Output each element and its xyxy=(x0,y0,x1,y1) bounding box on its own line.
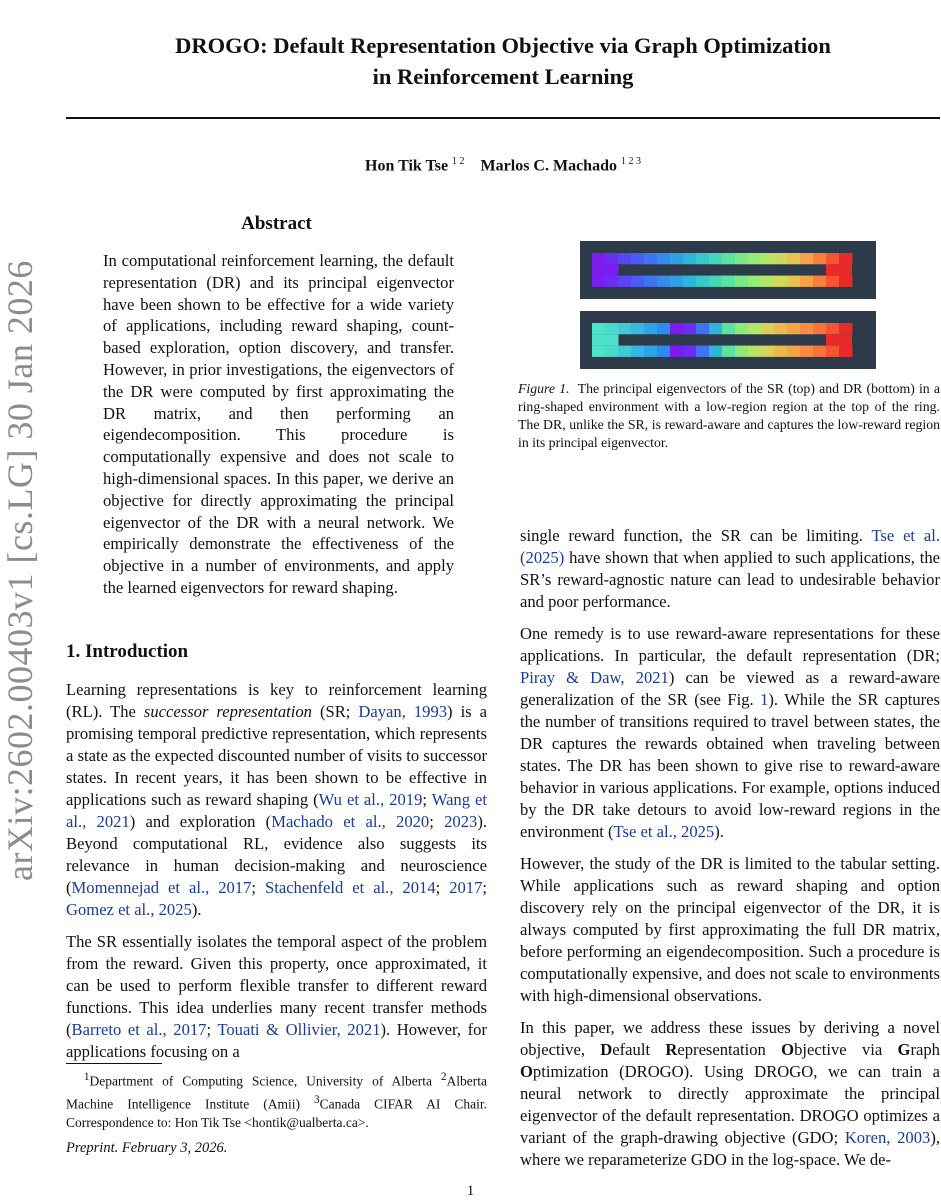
heatmap-cell xyxy=(826,276,840,287)
heatmap-cell xyxy=(709,253,723,264)
heatmap-cell xyxy=(670,253,684,264)
right-column xyxy=(520,525,940,1181)
heatmap-cell xyxy=(787,323,801,334)
text-run: have shown that when applied to such applications, the SR’s reward-agnostic nature can lead to undesirable behavior and poor performance. xyxy=(520,548,940,611)
heatmap-cell xyxy=(657,346,671,357)
text-run: ) and exploration ( xyxy=(129,812,272,831)
heatmap-cell xyxy=(722,323,736,334)
heatmap-cell xyxy=(748,346,762,357)
heatmap-cell xyxy=(618,323,632,334)
footnote-mark: 1 xyxy=(83,1071,90,1083)
citation-link[interactable]: Gomez et al., 2025 xyxy=(66,900,192,919)
heatmap-cell xyxy=(722,346,736,357)
heatmap-cell xyxy=(592,323,606,334)
citation-link[interactable]: Piray & Daw, 2021 xyxy=(520,668,669,687)
text-run: efault xyxy=(612,1040,666,1059)
heatmap-cell xyxy=(800,323,814,334)
affiliation-2: Alberta Machine Intelligence Institute (Amii) xyxy=(66,1073,487,1111)
caption-text: The principal eigenvectors of the SR (top) and DR (bottom) in a ring-shaped environment with a low-region region at the top of the ring. The DR, unlike the SR, is reward-aware and captures the low-reward region in its principal eigenvector. xyxy=(518,381,940,450)
text-run: bjective via xyxy=(794,1040,898,1059)
heatmap-cell xyxy=(592,253,606,264)
sr-heatmap xyxy=(580,241,876,299)
text-run: ptimization (DROGO). Using DROGO, we can train a neural network to directly approximate the principal eigenvector of the default representation. DROGO optimizes a variant of the graph-drawing objective (GDO; xyxy=(520,1062,940,1147)
right-paragraph-2 xyxy=(520,623,940,843)
author-name: Hon Tik Tse xyxy=(365,157,449,175)
heatmap-cell xyxy=(787,253,801,264)
heatmap-cell xyxy=(735,346,749,357)
right-paragraph-3: However, the study of the DR is limited to the tabular setting. While applications such as reward shaping and option discovery rely on the principal eigenvector of the DR, it is always computed by first approximating the full DR matrix, before performing an eigendecomposition. Such a procedure is computationally expensive, and does not scale to environments with high-dimensional observations. xyxy=(520,854,940,1005)
bold-letter: O xyxy=(781,1040,795,1059)
text-run: raph xyxy=(910,1040,940,1059)
heatmap-cell xyxy=(657,276,671,287)
heatmap-cell xyxy=(696,253,710,264)
text-run: ; xyxy=(435,878,450,897)
heatmap-cell xyxy=(709,346,723,357)
text-run: ; xyxy=(482,878,488,897)
heatmap-cell xyxy=(826,323,840,334)
heatmap-cell xyxy=(618,276,632,287)
text-run: ). xyxy=(714,822,724,841)
heatmap-cell xyxy=(605,346,619,357)
heatmap-cell xyxy=(774,323,788,334)
title-rule-top xyxy=(66,117,940,119)
heatmap-cell xyxy=(826,334,852,345)
heatmap-cell xyxy=(722,253,736,264)
heatmap-cell xyxy=(605,253,619,264)
figure-dr-eigenvector xyxy=(580,311,876,369)
text-run: ). Beyond computational RL, evidence also suggests its relevance in human decision-making and neuroscience ( xyxy=(66,812,487,897)
citation-link[interactable]: Wang et al., 2021 xyxy=(66,790,488,831)
heatmap-cell xyxy=(761,253,775,264)
heatmap-cell xyxy=(709,323,723,334)
heatmap-cell xyxy=(748,276,762,287)
heatmap-cell xyxy=(644,346,658,357)
heatmap-cell xyxy=(618,253,632,264)
heatmap-cell xyxy=(735,253,749,264)
arxiv-stamp: arXiv:2602.00403v1 [cs.LG] 30 Jan 2026 xyxy=(0,260,40,881)
text-run: ) is a promising temporal predictive representation, which represents a state as the expected discounted number of visits to successor states. In recent years, it has been shown to be effective in applications such as reward shaping ( xyxy=(66,702,487,809)
heatmap-cell xyxy=(800,253,814,264)
heatmap-cell xyxy=(631,276,645,287)
citation-link[interactable]: Koren, 2003 xyxy=(844,1128,931,1147)
footnote-rule xyxy=(66,1063,162,1064)
left-column xyxy=(66,679,487,1073)
intro-paragraph-1 xyxy=(66,679,487,921)
bold-letter: G xyxy=(897,1040,911,1059)
citation-link[interactable]: Machado et al., 2020 xyxy=(271,812,430,831)
text-run: In this paper, we address these issues by deriving a novel objective, xyxy=(520,1018,940,1059)
heatmap-cell xyxy=(605,323,619,334)
heatmap-cell xyxy=(605,276,619,287)
author-name: Marlos C. Machado xyxy=(480,157,617,175)
heatmap-cell xyxy=(592,334,619,345)
citation-link[interactable]: Wu et al., 2019 xyxy=(318,790,423,809)
heatmap-cell xyxy=(813,253,827,264)
affiliation-1: Department of Computing Science, University of Alberta xyxy=(89,1073,441,1089)
text-run: ; xyxy=(422,790,432,809)
heatmap-cell xyxy=(644,276,658,287)
heatmap-cell xyxy=(592,276,606,287)
heatmap-cell xyxy=(592,346,606,357)
figure-link[interactable]: 1 xyxy=(760,690,769,709)
emphasis: successor representation xyxy=(143,702,312,721)
heatmap-cell xyxy=(826,346,840,357)
author-affiliations: 1 2 xyxy=(452,156,465,167)
heatmap-cell xyxy=(774,276,788,287)
title-line-2: in Reinforcement Learning xyxy=(372,64,634,89)
citation-link[interactable]: Tse et al., 2025 xyxy=(613,822,715,841)
text-run: ; xyxy=(251,878,265,897)
abstract-text: In computational reinforcement learning, the default representation (DR) and its principal eigenvector have been shown to be effective for a wide variety of applications, including reward shaping, count-based exploration, option discovery, and transfer. However, in prior investigations, the eigenvectors of the DR were computed by first approximating the DR matrix, and then performing an eigendecomposition. This procedure is computationally expensive and does not scale to high-dimensional spaces. In this paper, we derive an objective for directly approximating the principal eigenvector of the DR with a neural network. We empirically demonstrate the effectiveness of the objective in a number of environments, and apply the learned eigenvectors for reward shaping. xyxy=(103,251,454,597)
heatmap-cell xyxy=(735,323,749,334)
heatmap-cell xyxy=(683,346,697,357)
heatmap-cell xyxy=(826,253,840,264)
paper-title xyxy=(66,30,940,92)
text-run: (SR; xyxy=(311,702,359,721)
heatmap-cell xyxy=(839,346,853,357)
heatmap-cell xyxy=(748,323,762,334)
text-run: epresentation xyxy=(677,1040,782,1059)
page-number: 1 xyxy=(466,1183,475,1199)
text-run: ), where we reparameterize GDO in the log-space. We de- xyxy=(520,1128,940,1169)
heatmap-cell xyxy=(631,253,645,264)
text-run: ; xyxy=(429,812,445,831)
footnote-mark: 3 xyxy=(313,1093,320,1106)
text-run: ) can be viewed as a reward-aware generalization of the SR (see Fig. xyxy=(520,668,940,709)
bold-letter: R xyxy=(665,1040,678,1059)
heatmap-cell xyxy=(670,276,684,287)
preprint-note: Preprint. February 3, 2026. xyxy=(66,1140,228,1156)
heatmap-cell xyxy=(683,323,697,334)
heatmap-cell xyxy=(709,276,723,287)
heatmap-cell xyxy=(657,253,671,264)
citation-link[interactable]: Touati & Ollivier, 2021 xyxy=(217,1020,381,1039)
heatmap-cell xyxy=(787,276,801,287)
heatmap-cell xyxy=(631,346,645,357)
heatmap-cell xyxy=(813,276,827,287)
heatmap-cell xyxy=(761,346,775,357)
text-run: ). While the SR captures the number of transitions required to travel between states, the DR captures the rewards obtained when traveling between states. The DR has been shown to give rise to reward-aware behavior in various applications. For example, options induced by the DR take detours to avoid low-reward regions in the environment ( xyxy=(520,690,940,841)
heatmap-cell xyxy=(800,276,814,287)
citation-link[interactable]: 2023 xyxy=(444,812,478,831)
text-run: One remedy is to use reward-aware representations for these applications. In particular, the default representation (DR; xyxy=(520,624,940,665)
heatmap-cell xyxy=(787,346,801,357)
heatmap-cell xyxy=(670,323,684,334)
text-run: ). xyxy=(191,900,202,919)
citation-link[interactable]: 2017 xyxy=(449,878,483,897)
heatmap-cell xyxy=(735,276,749,287)
heatmap-cell xyxy=(839,253,853,264)
figure-label: Figure 1. xyxy=(518,381,570,396)
citation-link[interactable]: Stachenfeld et al., 2014 xyxy=(264,878,436,897)
heatmap-cell xyxy=(774,346,788,357)
text-run: The SR essentially isolates the temporal aspect of the problem from the reward. Given this property, once approximated, it can be used to perform flexible transfer to different reward functions. This idea underlies many recent transfer methods ( xyxy=(66,932,487,1039)
intro-paragraph-2 xyxy=(66,931,487,1063)
heatmap-cell xyxy=(722,276,736,287)
text-run: Learning representations is key to reinforcement learning (RL). The xyxy=(66,680,487,721)
bold-letter: O xyxy=(520,1062,533,1081)
text-run: ; xyxy=(206,1020,218,1039)
heatmap-cell xyxy=(644,323,658,334)
heatmap-cell xyxy=(748,253,762,264)
text-run: ). However, for applications focusing on a xyxy=(66,1020,487,1061)
author-affiliations: 1 2 3 xyxy=(620,156,641,167)
heatmap-cell xyxy=(644,253,658,264)
citation-link[interactable]: Tse et al. (2025) xyxy=(520,526,940,567)
heatmap-cell xyxy=(774,253,788,264)
citation-link[interactable]: Dayan, 1993 xyxy=(358,702,448,721)
abstract-heading: Abstract xyxy=(241,213,312,234)
citation-link[interactable]: Momennejad et al., 2017 xyxy=(71,878,252,897)
footnote xyxy=(66,1068,487,1132)
heatmap-cell xyxy=(813,323,827,334)
heatmap-cell xyxy=(761,276,775,287)
heatmap-cell xyxy=(657,323,671,334)
footnote-mark: 2 xyxy=(440,1071,447,1083)
heatmap-cell xyxy=(696,346,710,357)
right-paragraph-4 xyxy=(520,1017,940,1171)
figure-sr-eigenvector xyxy=(580,241,876,299)
heatmap-cell xyxy=(683,253,697,264)
heatmap-cell xyxy=(683,276,697,287)
section-heading: 1. Introduction xyxy=(66,641,189,662)
citation-link[interactable]: Barreto et al., 2017 xyxy=(71,1020,207,1039)
heatmap-cell xyxy=(761,323,775,334)
author-list xyxy=(66,156,940,175)
heatmap-cell xyxy=(696,276,710,287)
heatmap-cell xyxy=(618,346,632,357)
heatmap-cell xyxy=(800,346,814,357)
heatmap-cell xyxy=(839,276,853,287)
title-line-1: DROGO: Default Representation Objective via Graph Optimization xyxy=(175,33,831,58)
text-run: single reward function, the SR can be limiting. xyxy=(520,526,872,545)
heatmap-cell xyxy=(696,323,710,334)
heatmap-cell xyxy=(813,346,827,357)
heatmap-cell xyxy=(839,323,853,334)
bold-letter: D xyxy=(600,1040,613,1059)
dr-heatmap xyxy=(580,311,876,369)
heatmap-cell xyxy=(670,346,684,357)
heatmap-cell xyxy=(631,323,645,334)
heatmap-cell xyxy=(592,264,619,275)
right-paragraph-1 xyxy=(520,525,940,613)
heatmap-cell xyxy=(826,264,852,275)
affiliation-3: Canada CIFAR AI Chair. Correspondence to: Hon Tik Tse <hontik@ualberta.ca>. xyxy=(66,1096,487,1130)
figure-caption xyxy=(518,380,940,452)
